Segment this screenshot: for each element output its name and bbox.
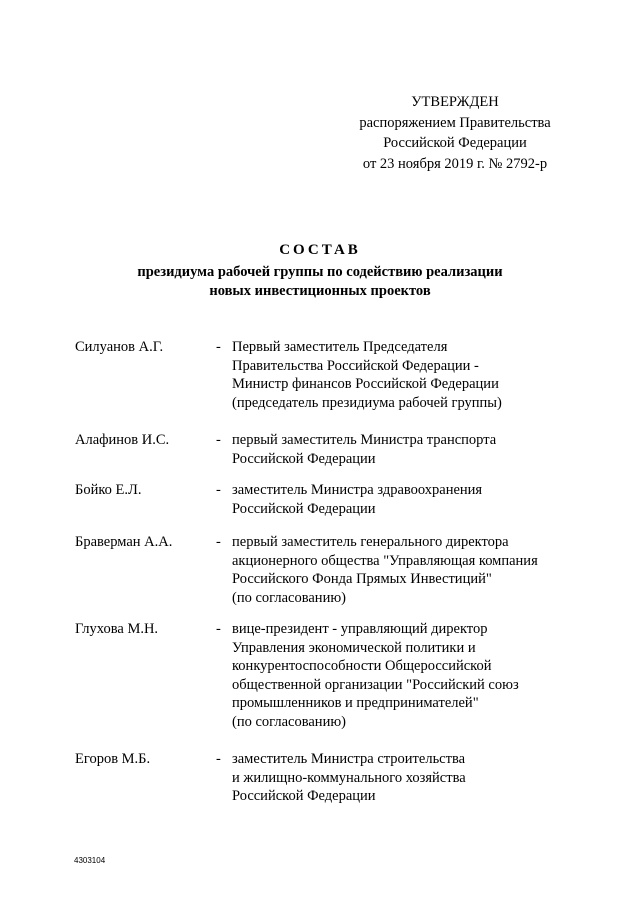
member-position-line: и жилищно-коммунального хозяйства — [232, 769, 466, 786]
member-position-line: Управления экономической политики и — [232, 639, 476, 656]
member-name: Браверман А.А. — [75, 534, 173, 550]
approval-country: Российской Федерации — [383, 135, 527, 151]
document-subtitle-line: новых инвестиционных проектов — [209, 283, 431, 299]
member-position-line: общественной организации "Российский союз — [232, 676, 519, 693]
document-heading — [60, 240, 580, 301]
member-position — [232, 620, 595, 732]
member-position-line: промышленников и предпринимателей" — [232, 695, 479, 712]
member-position-line: Российской Федерации — [232, 500, 376, 517]
member-position — [232, 338, 595, 412]
member-position-line: (по согласованию) — [232, 589, 346, 606]
member-position-line: Министр финансов Российской Федерации — [232, 376, 499, 393]
members-list — [75, 338, 595, 810]
document-code: 4303104 — [74, 856, 106, 865]
member-position-line: (по согласованию) — [232, 713, 346, 730]
member-dash: - — [216, 482, 221, 498]
member-name: Силуанов А.Г. — [75, 339, 164, 355]
member-entry — [75, 481, 595, 533]
member-entry — [75, 431, 595, 481]
member-position-line: Первый заместитель Председателя — [232, 339, 448, 355]
member-position-line: Российской Федерации — [232, 450, 376, 467]
member-position-line: акционерного общества "Управляющая компания — [232, 552, 538, 569]
member-position-line: Правительства Российской Федерации - — [232, 357, 479, 374]
approval-title: УТВЕРЖДЕН — [411, 94, 499, 110]
member-position — [232, 750, 595, 806]
member-dash: - — [216, 751, 221, 767]
member-position-line: заместитель Министра строительства — [232, 751, 466, 767]
member-position-line: первый заместитель генерального директора — [232, 534, 509, 550]
member-position-line: Российской Федерации — [232, 788, 376, 805]
member-name: Глухова М.Н. — [75, 621, 159, 637]
member-name: Егоров М.Б. — [75, 751, 151, 767]
member-name: Бойко Е.Л. — [75, 482, 142, 498]
member-position — [232, 481, 595, 518]
member-entry — [75, 750, 595, 810]
member-position — [232, 431, 595, 468]
member-position-line: заместитель Министра здравоохранения — [232, 482, 483, 498]
member-position-line: Российского Фонда Прямых Инвестиций" — [232, 571, 492, 588]
member-dash: - — [216, 534, 221, 550]
member-name: Алафинов И.С. — [75, 432, 170, 448]
member-position-line: первый заместитель Министра транспорта — [232, 432, 497, 448]
document-title: СОСТАВ — [279, 242, 361, 258]
member-dash: - — [216, 621, 221, 637]
member-entry — [75, 338, 595, 431]
approval-authority: распоряжением Правительства — [359, 114, 551, 131]
member-position — [232, 533, 595, 607]
approval-date-number: от 23 ноября 2019 г. № 2792-р — [362, 155, 548, 172]
approval-stamp — [340, 92, 570, 174]
member-dash: - — [216, 432, 221, 448]
member-dash: - — [216, 339, 221, 355]
member-position-line: конкурентоспособности Общероссийской — [232, 658, 492, 675]
document-subtitle-line: президиума рабочей группы по содействию реализации — [137, 264, 503, 280]
member-entry — [75, 533, 595, 620]
member-position-line: (председатель президиума рабочей группы) — [232, 394, 502, 411]
member-entry — [75, 620, 595, 750]
member-position-line: вице-президент - управляющий директор — [232, 621, 488, 637]
